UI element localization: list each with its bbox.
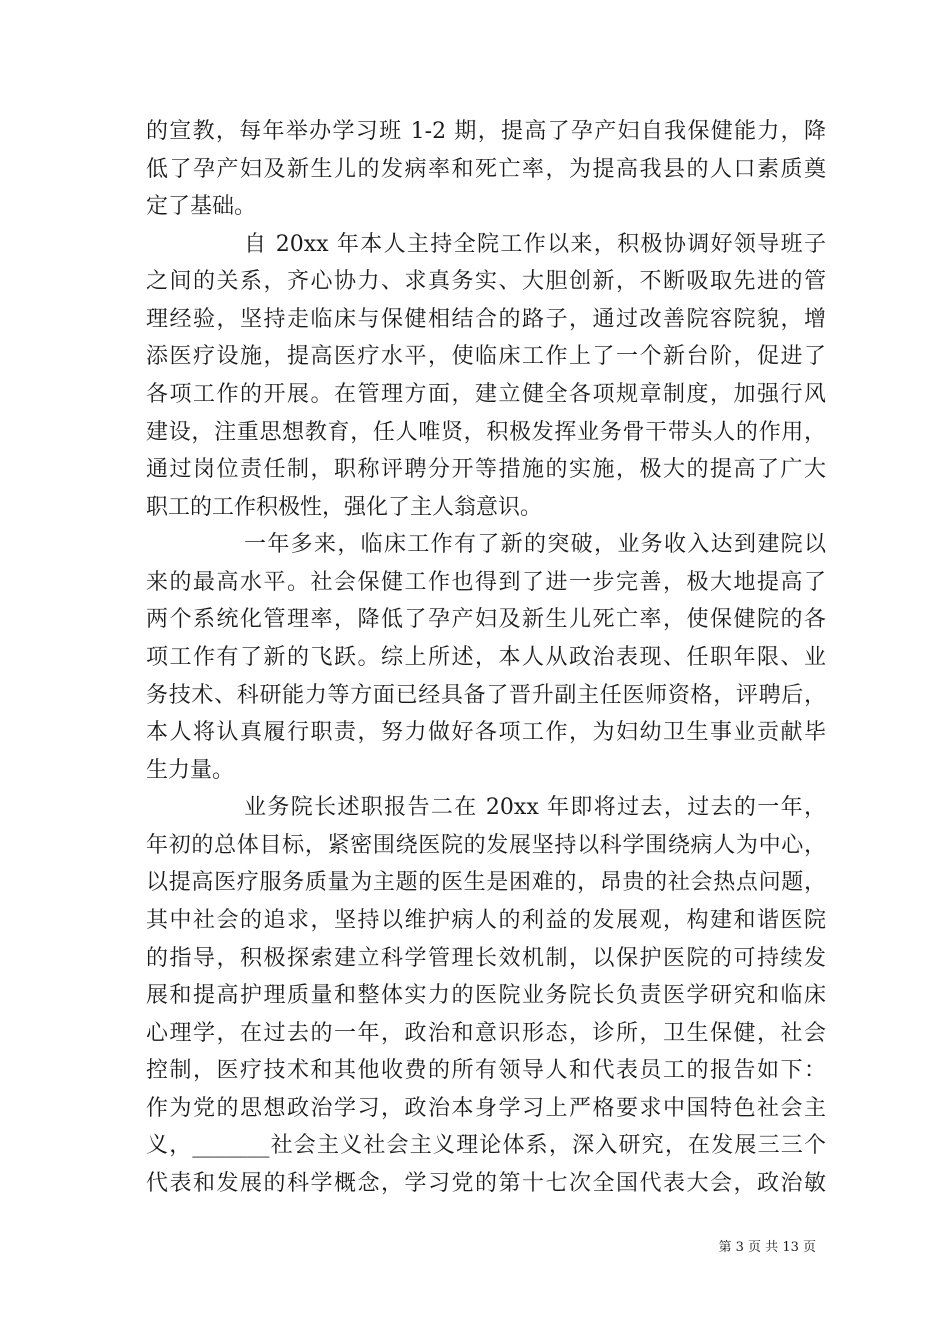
text-line-15: 项工作有了新的飞跃。综上所述，本人从政治表现、任职年限、业 [146,645,826,670]
text-line-3: 定了基础。 [146,194,257,219]
text-line-9: 建设，注重思想教育，任人唯贤，积极发挥业务骨干带头人的作用， [146,420,826,445]
paragraph-3-first-line: 一年多来，临床工作有了新的突破，业务收入达到建院以 [244,532,826,557]
text-line-10: 通过岗位责任制，职称评聘分开等措施的实施，极大的提高了广大 [146,457,826,482]
text-line-29: 代表和发展的科学概念，学习党的第十七次全国代表大会，政治敏 [146,1171,826,1196]
text-line-1: 的宣教，每年举办学习班 1-2 期，提高了孕产妇自我保健能力，降 [146,119,826,144]
text-line-7: 添医疗设施，提高医疗水平，使临床工作上了一个新台阶，促进了 [146,344,826,369]
text-line-13: 来的最高水平。社会保健工作也得到了进一步完善，极大地提高了 [146,570,826,595]
paragraph-4-first-line: 业务院长述职报告二在 20xx 年即将过去，过去的一年， [244,795,826,820]
text-line-2: 低了孕产妇及新生儿的发病率和死亡率，为提高我县的人口素质奠 [146,157,826,182]
text-line-8: 各项工作的开展。在管理方面，建立健全各项规章制度，加强行风 [146,382,826,407]
text-line-26: 控制，医疗技术和其他收费的所有领导人和代表员工的报告如下： [146,1058,826,1083]
text-line-21: 以提高医疗服务质量为主题的医生是困难的，昂贵的社会热点问题， [146,870,826,895]
text-line-5: 之间的关系，齐心协力、求真务实、大胆创新，不断吸取先进的管 [146,269,826,294]
text-line-6: 理经验，坚持走临床与保健相结合的路子，通过改善院容院貌，增 [146,307,826,332]
text-line-18: 生力量。 [146,758,235,783]
text-line-17: 本人将认真履行职责，努力做好各项工作，为妇幼卫生事业贡献毕 [146,720,826,745]
text-line-14: 两个系统化管理率，降低了孕产妇及新生儿死亡率，使保健院的各 [146,607,826,632]
text-line-16: 务技术、科研能力等方面已经具备了晋升副主任医师资格，评聘后， [146,683,826,708]
text-line-28: 义，_______社会主义社会主义理论体系，深入研究，在发展三三个 [146,1133,826,1158]
text-line-23: 的指导，积极探索建立科学管理长效机制，以保护医院的可持续发 [146,946,826,971]
text-line-20: 年初的总体目标，紧密围绕医院的发展坚持以科学围绕病人为中心， [146,833,826,858]
text-line-11: 职工的工作积极性，强化了主人翁意识。 [146,495,543,520]
text-line-25: 心理学，在过去的一年，政治和意识形态，诊所，卫生保健，社会 [146,1021,826,1046]
text-line-24: 展和提高护理质量和整体实力的医院业务院长负责医学研究和临床 [146,983,826,1008]
text-line-27: 作为党的思想政治学习，政治本身学习上严格要求中国特色社会主 [146,1096,826,1121]
page-footer-page-number: 第 3 页 共 13 页 [718,1240,816,1255]
text-line-22: 其中社会的追求，坚持以维护病人的利益的发展观，构建和谐医院 [146,908,826,933]
paragraph-2-first-line: 自 20xx 年本人主持全院工作以来，积极协调好领导班子 [244,232,826,257]
